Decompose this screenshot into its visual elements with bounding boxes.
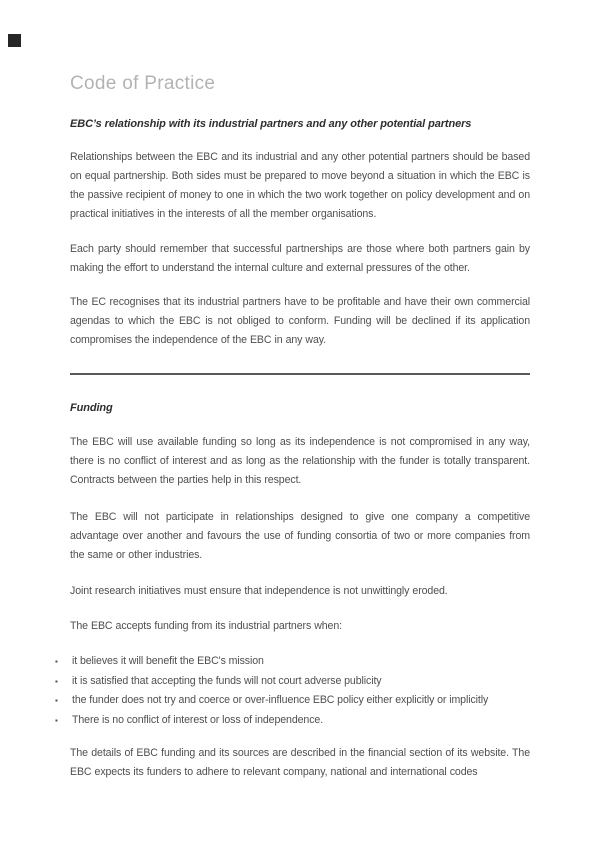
paragraph: Relationships between the EBC and its industrial and any other potential partners should be based on equal partnership. Both sides must be prepared to move beyond a situation in which the EBC is the passive recipient of money to one in which the two work together on policy development and on practical initiatives in the interests of all the member organisations. xyxy=(70,151,530,220)
paragraph: The EC recognises that its industrial partners have to be profitable and have their own commercial agendas to which the EBC is not obliged to conform. Funding will be declined if its application compromises the independence of the EBC in any way. xyxy=(70,296,530,346)
section-divider xyxy=(70,373,530,375)
section-heading-partners: EBC’s relationship with its industrial partners and any other potential partners xyxy=(70,118,472,130)
paragraph: The details of EBC funding and its sources are described in the financial section of its website. The EBC expects its funders to adhere to relevant company, national and international codes xyxy=(70,747,530,778)
bullet-text: There is no conflict of interest or loss of independence. xyxy=(72,713,324,726)
paragraph: The EBC will not participate in relationships designed to give one company a competitive advantage over another and favours the use of funding consortia of two or more companies from the same or other industries. xyxy=(70,511,530,561)
paragraph: Joint research initiatives must ensure that independence is not unwittingly eroded. xyxy=(70,585,448,597)
paragraph: The EBC accepts funding from its industrial partners when: xyxy=(70,620,342,632)
bullet-text: it believes it will benefit the EBC's mission xyxy=(72,655,264,667)
square-bullet-icon: ▪ xyxy=(55,696,58,705)
list-item xyxy=(55,652,530,672)
square-bullet-icon: ▪ xyxy=(55,676,58,686)
page-title: Code of Practice xyxy=(70,73,216,94)
section-heading-funding: Funding xyxy=(70,402,113,414)
list-item xyxy=(55,711,530,731)
paragraph: Each party should remember that successful partnerships are those where both partners gain by making the effort to understand the internal culture and external pressures of the other. xyxy=(70,243,530,274)
paragraph: The EBC will use available funding so long as its independence is not compromised in any way, there is no conflict of interest and as long as the relationship with the funder is totally transparent. Contracts between the parties help in this respect. xyxy=(70,436,530,486)
corner-mark xyxy=(8,34,21,47)
bullet-text: the funder does not try and coerce or over-influence EBC policy either explicitly or implicitly xyxy=(72,694,489,706)
list-item xyxy=(55,691,530,711)
bullet-list xyxy=(55,652,530,730)
bullet-text: it is satisfied that accepting the funds will not court adverse publicity xyxy=(72,674,382,687)
square-bullet-icon: ▪ xyxy=(55,657,58,666)
square-bullet-icon: ▪ xyxy=(55,715,58,725)
list-item xyxy=(55,672,530,692)
